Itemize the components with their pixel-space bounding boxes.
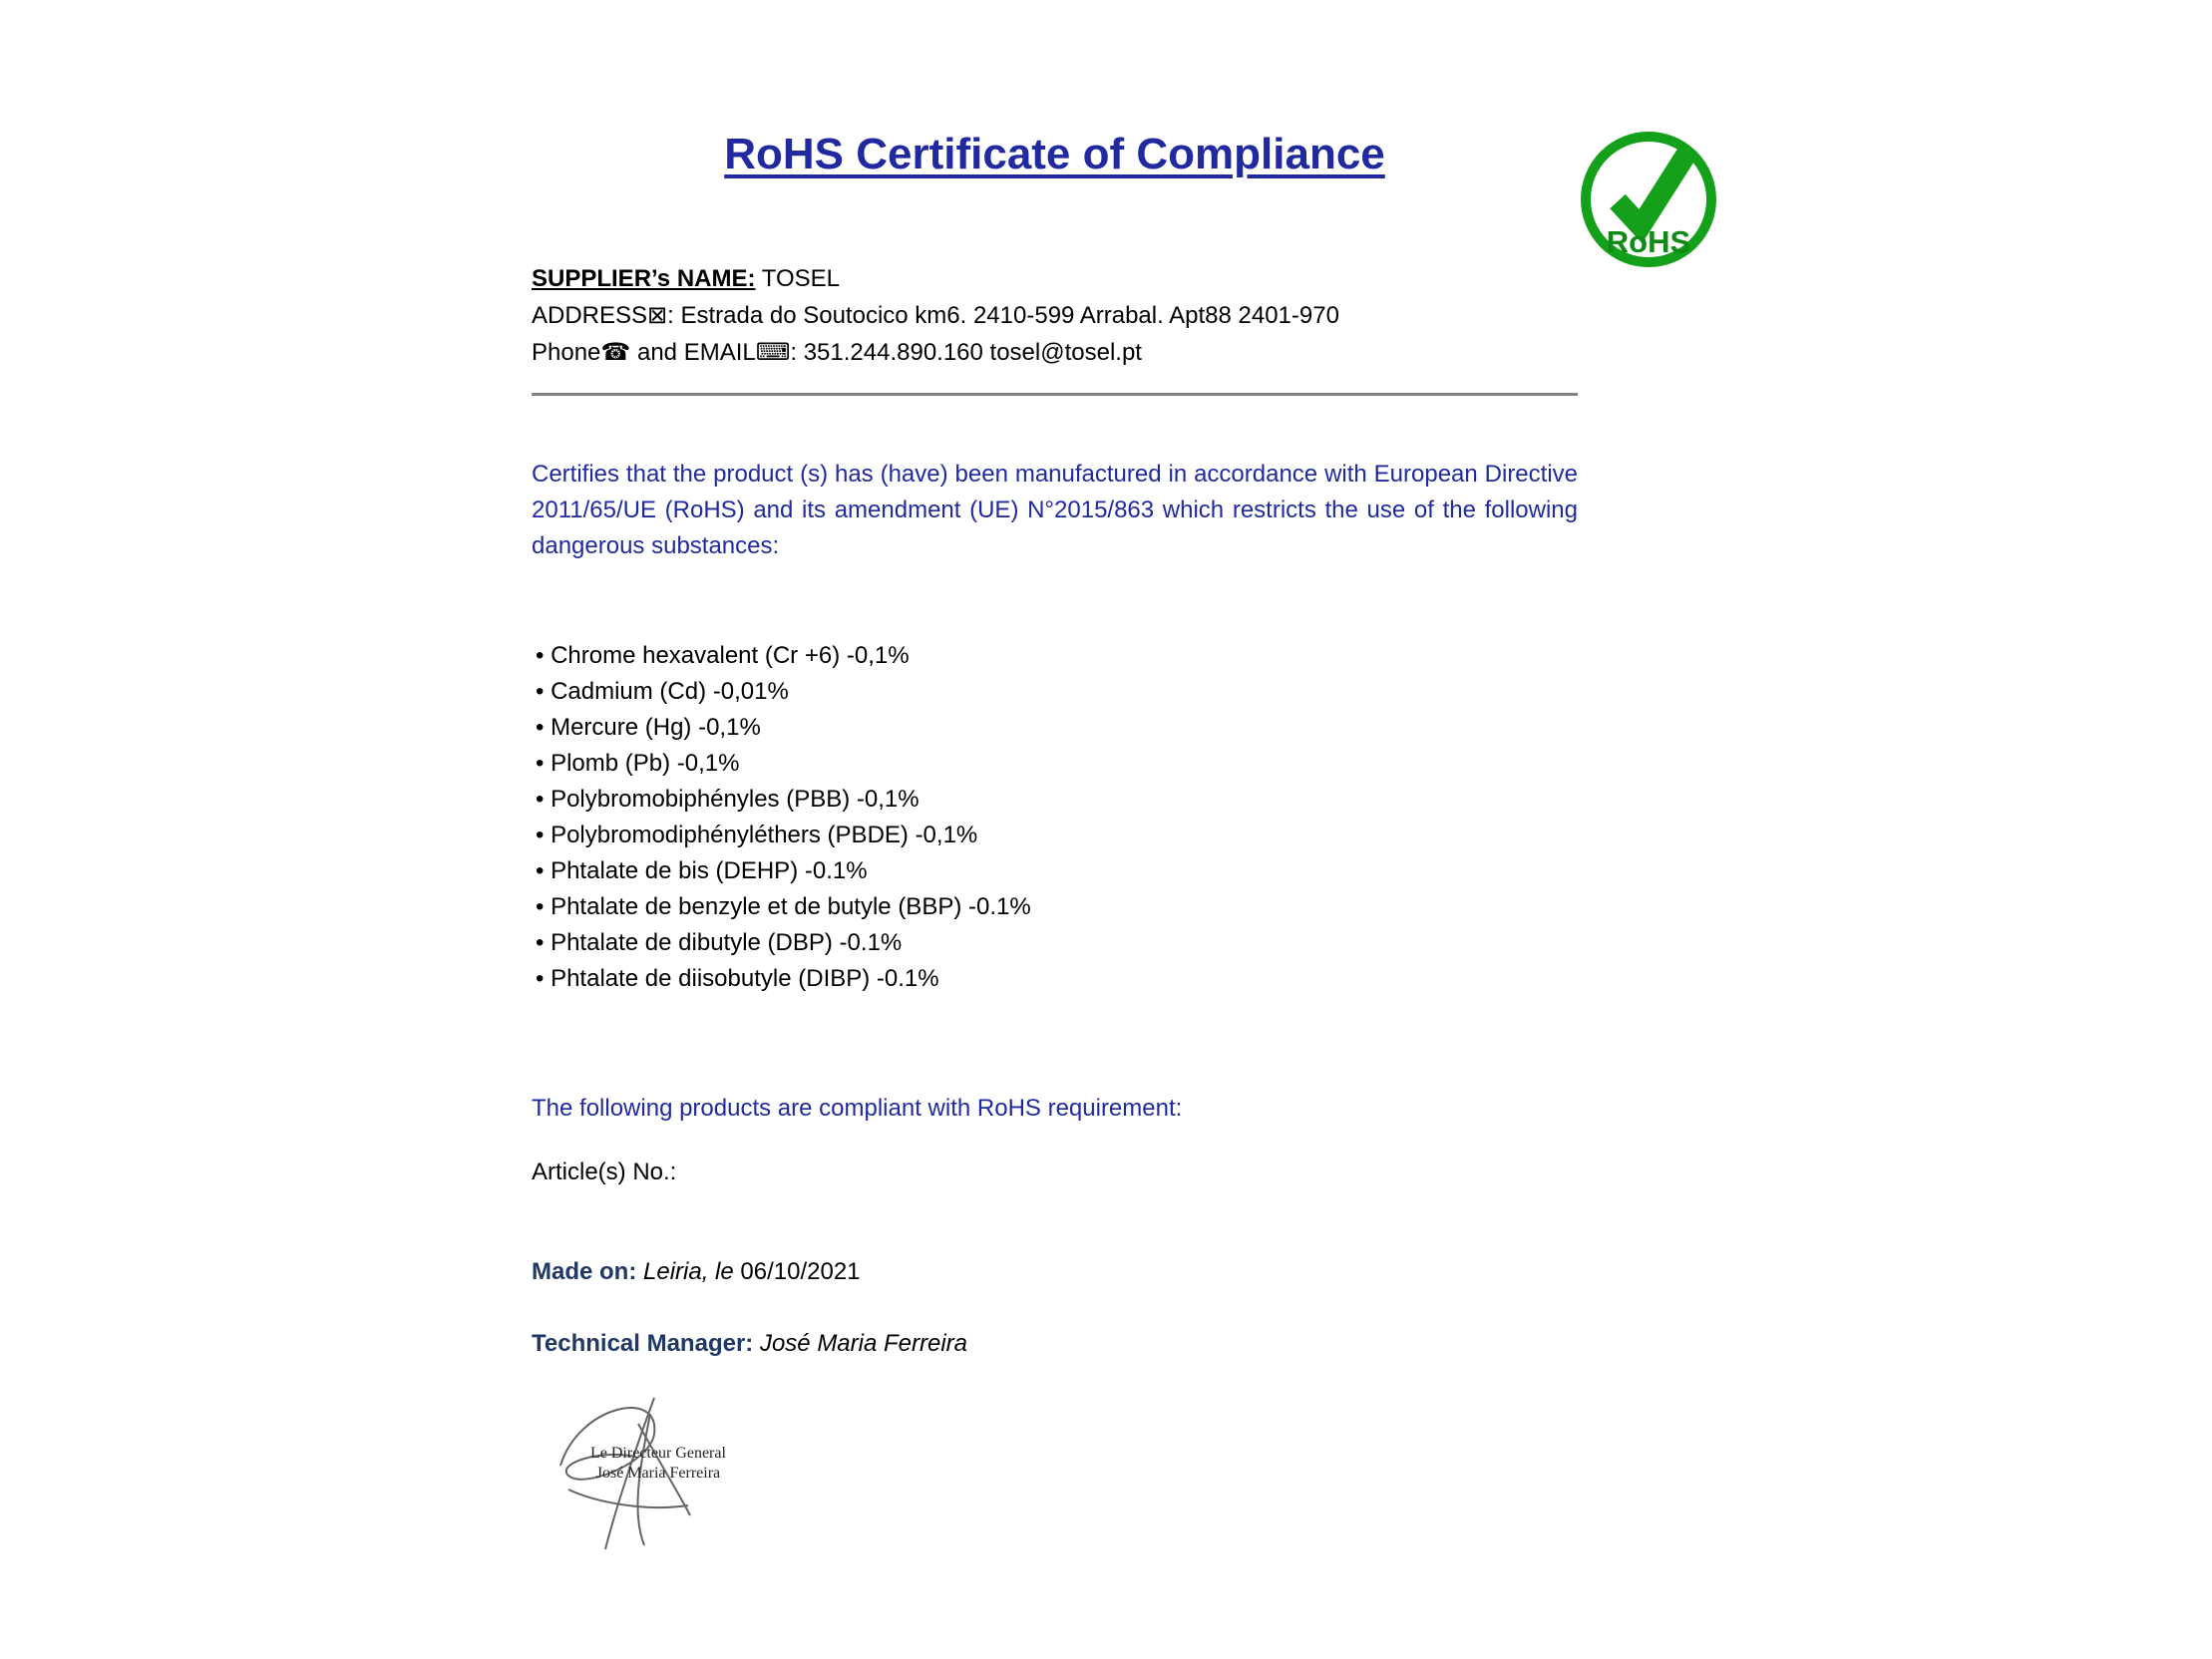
supplier-name-label: SUPPLIER’s NAME: (532, 265, 756, 292)
supplier-contact-line (532, 334, 1589, 371)
substance-item: • Cadmium (Cd) -0,01% (536, 678, 789, 705)
computer-icon: ⌨ (755, 338, 791, 366)
rohs-logo (1574, 122, 1723, 271)
supplier-name-line (532, 261, 1589, 297)
envelope-icon: ⊠ (647, 301, 668, 329)
substance-item: • Plomb (Pb) -0,1% (536, 750, 740, 777)
address-value: : Estrada do Soutocico km6. 2410-599 Arrabal. Apt88 2401-970 (667, 302, 1339, 329)
substance-item: • Chrome hexavalent (Cr +6) -0,1% (536, 642, 910, 669)
made-on-line (532, 1258, 1578, 1286)
rohs-check-icon (1574, 122, 1723, 271)
compliance-statement: The following products are compliant with RoHS requirement: (532, 1095, 1183, 1122)
contact-value: : 351.244.890.160 tosel@tosel.pt (790, 339, 1142, 366)
address-label: ADDRESS (532, 302, 648, 329)
substance-item: • Phtalate de dibutyle (DBP) -0.1% (536, 929, 903, 956)
substance-item: • Phtalate de benzyle et de butyle (BBP) -0.1% (536, 893, 1031, 920)
made-on-date: 06/10/2021 (740, 1258, 861, 1285)
phone-icon: ☎ (600, 338, 631, 366)
certification-paragraph: Certifies that the product (s) has (have) been manufactured in accordance with European Directive 2011/65/UE (RoHS) and its amendment (UE) N°2015/863 which restricts the use of the following dangerous substances: (532, 461, 1578, 559)
supplier-address-line (532, 297, 1589, 334)
substance-item: • Phtalate de bis (DEHP) -0.1% (536, 857, 868, 884)
supplier-name-value: TOSEL (755, 265, 840, 292)
technical-manager-name: José Maria Ferreira (753, 1330, 968, 1357)
rohs-logo-text: RoHS (1606, 224, 1691, 259)
substances-list (536, 638, 1582, 997)
signature-caption (590, 1444, 726, 1484)
technical-manager-label: Technical Manager: (532, 1330, 754, 1357)
substance-item: • Phtalate de diisobutyle (DIBP) -0.1% (536, 965, 939, 992)
substance-item: • Mercure (Hg) -0,1% (536, 714, 761, 741)
page-title: RoHS Certificate of Compliance (724, 130, 1385, 178)
made-on-label: Made on: (532, 1258, 637, 1285)
phone-label: Phone (532, 339, 601, 366)
substance-item: • Polybromodiphényléthers (PBDE) -0,1% (536, 822, 978, 848)
article-number-label: Article(s) No.: (532, 1159, 677, 1185)
made-on-place: Leiria, le (636, 1258, 741, 1285)
substance-item: • Polybromobiphényles (PBB) -0,1% (536, 786, 920, 813)
technical-manager-line (532, 1330, 1578, 1358)
supplier-block (532, 261, 1589, 371)
signature-caption-line1: Le Directeur General (590, 1445, 726, 1462)
divider-line (532, 393, 1578, 396)
email-label: and EMAIL (630, 339, 756, 366)
signature-caption-line2: José Maria Ferreira (595, 1465, 721, 1482)
